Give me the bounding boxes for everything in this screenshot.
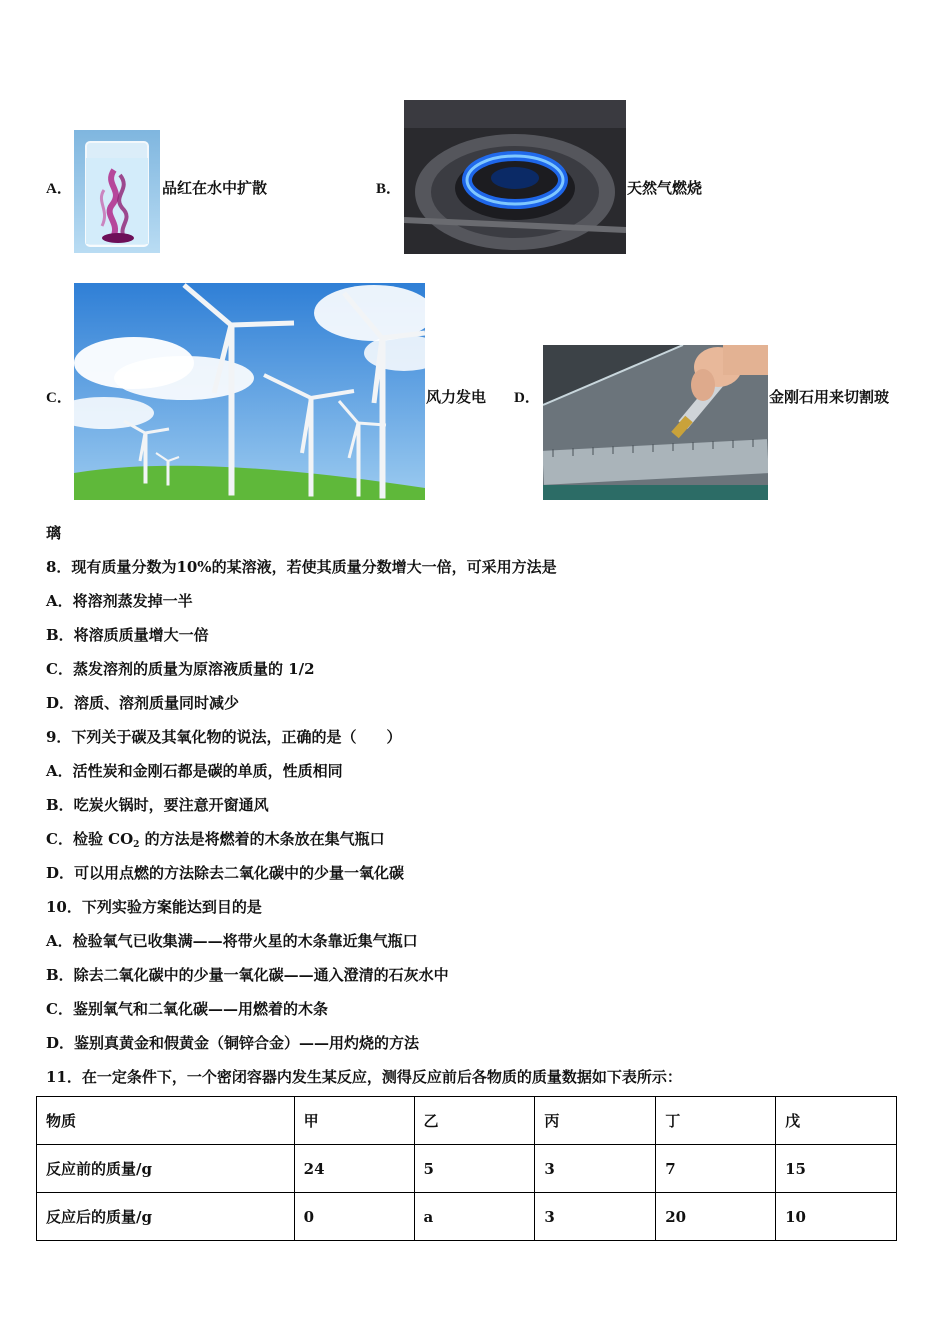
option-d-caption: 金刚石用来切割玻: [769, 388, 890, 406]
table-header-cell: 乙: [414, 1097, 535, 1145]
wind-turbines-image: [74, 283, 425, 500]
option-a-caption: 品红在水中扩散: [162, 179, 268, 197]
q9-option-c-suffix: 的方法是将燃着的木条放在集气瓶口: [139, 830, 385, 848]
table-cell: 15: [776, 1145, 897, 1193]
q9-option-c-subscript: 2: [133, 840, 140, 850]
q11-stem: 11．在一定条件下，一个密闭容器内发生某反应，测得反应前后各物质的质量数据如下表所示：: [46, 1068, 682, 1086]
table-header-cell: 甲: [294, 1097, 414, 1145]
q9-option-c-prefix: C．检验 CO: [46, 830, 134, 848]
table-header-cell: 丁: [656, 1097, 776, 1145]
q10-option-c: C．鉴别氧气和二氧化碳——用燃着的木条: [46, 1000, 328, 1018]
q9-option-a: A．活性炭和金刚石都是碳的单质，性质相同: [46, 762, 343, 780]
table-header-cell: 物质: [37, 1097, 295, 1145]
q9-option-d: D．可以用点燃的方法除去二氧化碳中的少量一氧化碳: [46, 864, 405, 882]
option-c-letter: C．: [46, 390, 72, 406]
q9-option-c: [46, 828, 385, 850]
q10-option-a: A．检验氧气已收集满——将带火星的木条靠近集气瓶口: [46, 932, 418, 950]
mass-data-table: [36, 1096, 897, 1241]
option-b-caption: 天然气燃烧: [627, 179, 703, 197]
q10-option-b: B．除去二氧化碳中的少量一氧化碳——通入澄清的石灰水中: [46, 966, 449, 984]
table-cell: 反应后的质量/g: [37, 1193, 295, 1241]
q8-option-b: B．将溶质质量增大一倍: [46, 626, 209, 644]
option-c-caption: 风力发电: [426, 388, 487, 406]
q10-stem: 10．下列实验方案能达到目的是: [46, 898, 262, 916]
q8-option-c: C．蒸发溶剂的质量为原溶液质量的 1/2: [46, 660, 315, 678]
gas-stove-flame-image: [404, 100, 626, 254]
table-header-cell: 戊: [776, 1097, 897, 1145]
option-d-letter: D．: [514, 390, 540, 406]
option-d-caption-wrap: 璃: [46, 524, 62, 542]
table-row: [37, 1193, 897, 1241]
table-header-row: [37, 1097, 897, 1145]
diamond-glass-cutter-image: [543, 345, 768, 500]
option-b-letter: B．: [376, 181, 402, 197]
q8-option-d: D．溶质、溶剂质量同时减少: [46, 694, 240, 712]
option-a-letter: A．: [46, 181, 72, 197]
table-cell: 10: [776, 1193, 897, 1241]
table-cell: 7: [656, 1145, 776, 1193]
q8-option-a: A．将溶剂蒸发掉一半: [46, 592, 193, 610]
table-cell: 3: [535, 1145, 656, 1193]
q9-stem: 9．下列关于碳及其氧化物的说法，正确的是（ ）: [46, 728, 402, 746]
table-cell: 24: [294, 1145, 414, 1193]
q9-option-b: B．吃炭火锅时，要注意开窗通风: [46, 796, 269, 814]
table-row: [37, 1145, 897, 1193]
table-cell: 3: [535, 1193, 656, 1241]
q8-stem: 8．现有质量分数为10%的某溶液，若使其质量分数增大一倍，可采用方法是: [46, 558, 557, 576]
table-cell: a: [414, 1193, 535, 1241]
table-cell: 5: [414, 1145, 535, 1193]
table-cell: 反应前的质量/g: [37, 1145, 295, 1193]
q10-option-d: D．鉴别真黄金和假黄金（铜锌合金）——用灼烧的方法: [46, 1034, 420, 1052]
table-cell: 0: [294, 1193, 414, 1241]
dye-diffusion-beaker-image: [74, 130, 160, 253]
table-header-cell: 丙: [535, 1097, 656, 1145]
table-cell: 20: [656, 1193, 776, 1241]
